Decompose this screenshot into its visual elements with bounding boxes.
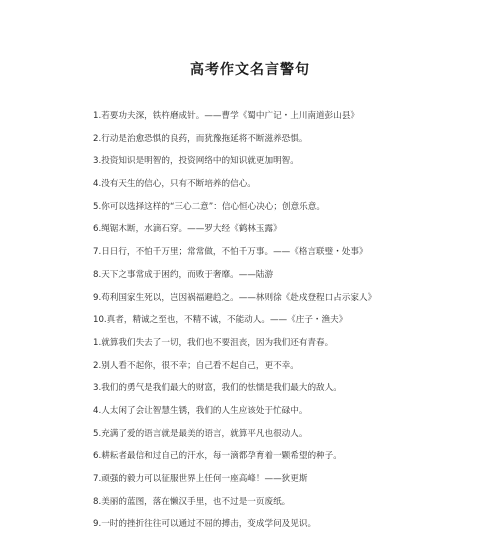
quote-item: 5.你可以选择这样的“三心二意”：信心恒心决心；创意乐意。 xyxy=(93,201,325,212)
quote-item: 8.美丽的蓝图，落在懒汉手里，也不过是一页废纸。 xyxy=(93,496,291,507)
quote-item: 7.顽强的毅力可以征服世界上任何一座高峰！——狄更斯 xyxy=(93,474,308,484)
quote-item: 6.绳锯木断，水滴石穿。——罗大经《鹤林玉露》 xyxy=(93,224,282,235)
quote-item: 3.投资知识是明智的，投资网络中的知识就更加明智。 xyxy=(93,156,299,167)
quote-item: 3.我们的勇气是我们最大的财富，我们的怯懦是我们最大的敌人。 xyxy=(93,383,342,394)
quote-item: 1.若要功夫深，铁杵磨成针。——曹学《蜀中广记・上川南道彭山县》 xyxy=(93,111,360,121)
quote-item: 6.耕耘者最信和过自己的汗水，每一滴都孕育着一颗希望的种子。 xyxy=(93,451,342,462)
quote-item: 9.苟利国家生死以，岂因祸福避趋之。——林则徐《赴戍登程口占示家人》 xyxy=(93,292,377,303)
quote-item: 4.人太闲了会让智慧生锈，我们的人生应该处于忙碌中。 xyxy=(93,405,308,416)
quote-item: 1.就算我们失去了一切，我们也不要沮丧，因为我们还有青春。 xyxy=(93,337,334,348)
quote-item: 8.天下之事常成于困约，而败于奢靡。——陆游 xyxy=(93,269,274,280)
quote-item: 2.行动是治愈恐惧的良药，而犹豫拖延将不断滋养恐惧。 xyxy=(93,133,308,144)
quote-item: 10.真者，精诚之至也，不精不诚，不能动人。——《庄子・渔夫》 xyxy=(93,315,348,326)
quote-list xyxy=(93,105,493,536)
quote-item: 4.没有天生的信心，只有不断培养的信心。 xyxy=(93,179,256,190)
quote-item: 7.日日行，不怕千万里；常常做，不怕千万事。——《格言联璧・处事》 xyxy=(93,247,368,258)
quote-item: 5.充满了爱的语言就是最美的语言，就算平凡也很动人。 xyxy=(93,428,308,439)
document-title: 高考作文名言警句 xyxy=(190,62,310,78)
quote-item: 2.别人看不起你，很不幸；自己看不起自己，更不幸。 xyxy=(93,360,299,371)
quote-item: 9.一时的挫折往往可以通过不屈的搏击，变成学问及见识。 xyxy=(93,519,317,530)
